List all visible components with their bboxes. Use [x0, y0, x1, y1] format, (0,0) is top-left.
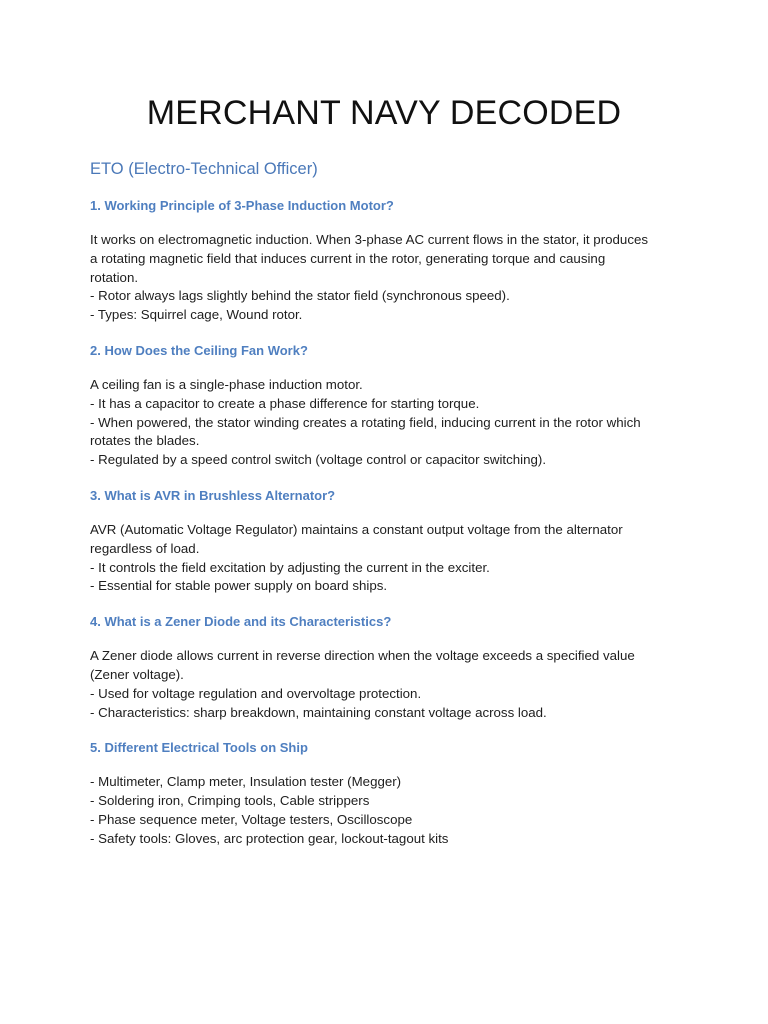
- question-heading-4: 4. What is a Zener Diode and its Characteristics?: [90, 614, 392, 630]
- answer-line: - Characteristics: sharp breakdown, maintaining constant voltage across load.: [90, 704, 547, 720]
- answer-line: (Zener voltage).: [90, 666, 184, 682]
- question-heading-2: 2. How Does the Ceiling Fan Work?: [90, 342, 308, 358]
- answer-3: [90, 521, 678, 596]
- answer-5: [90, 773, 678, 848]
- answer-line: - Soldering iron, Crimping tools, Cable strippers: [90, 793, 370, 809]
- answer-line: - Types: Squirrel cage, Wound rotor.: [90, 307, 303, 323]
- answer-line: - Rotor always lags slightly behind the stator field (synchronous speed).: [90, 288, 510, 304]
- answer-line: rotates the blades.: [90, 433, 200, 449]
- answer-line: - It has a capacitor to create a phase difference for starting torque.: [90, 395, 480, 411]
- answer-line: - Essential for stable power supply on board ships.: [90, 578, 388, 594]
- answer-line: - It controls the field excitation by adjusting the current in the exciter.: [90, 559, 490, 575]
- answer-line: regardless of load.: [90, 540, 200, 556]
- answer-4: [90, 647, 678, 722]
- question-heading-5: 5. Different Electrical Tools on Ship: [90, 740, 308, 756]
- answer-line: - Regulated by a speed control switch (voltage control or capacitor switching).: [90, 452, 547, 468]
- answer-line: - Multimeter, Clamp meter, Insulation tester (Megger): [90, 774, 402, 790]
- answer-line: A ceiling fan is a single-phase induction motor.: [90, 376, 363, 392]
- question-heading-3: 3. What is AVR in Brushless Alternator?: [90, 487, 336, 503]
- answer-line: a rotating magnetic field that induces current in the rotor, generating torque and causing: [90, 250, 606, 266]
- answer-2: [90, 376, 678, 470]
- answer-line: AVR (Automatic Voltage Regulator) maintains a constant output voltage from the alternator: [90, 521, 623, 537]
- answer-line: It works on electromagnetic induction. When 3-phase AC current flows in the stator, it produces: [90, 232, 649, 247]
- question-heading-1: 1. Working Principle of 3-Phase Induction Motor?: [90, 198, 394, 213]
- page-title: MERCHANT NAVY DECODED: [146, 94, 622, 132]
- answer-line: - Used for voltage regulation and overvoltage protection.: [90, 685, 422, 701]
- answer-line: - Phase sequence meter, Voltage testers, Oscilloscope: [90, 811, 413, 827]
- answer-1: [90, 231, 678, 325]
- answer-line: rotation.: [90, 269, 139, 285]
- answer-line: A Zener diode allows current in reverse direction when the voltage exceeds a specified value: [90, 648, 635, 664]
- answer-line: - When powered, the stator winding creates a rotating field, inducing current in the rotor which: [90, 414, 641, 430]
- section-heading: ETO (Electro-Technical Officer): [90, 160, 318, 178]
- answer-line: - Safety tools: Gloves, arc protection gear, lockout-tagout kits: [90, 830, 449, 846]
